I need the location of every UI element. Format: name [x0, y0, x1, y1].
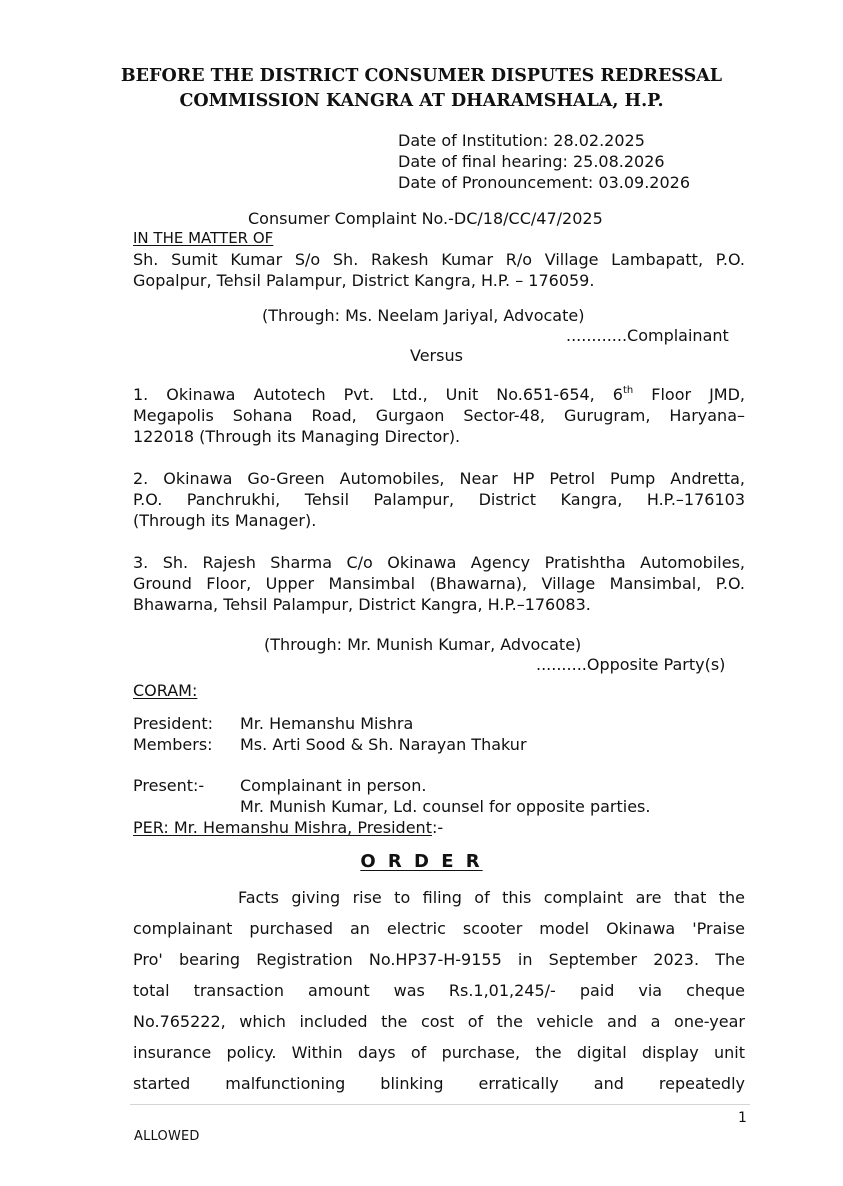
president-label: President:: [133, 714, 214, 733]
footer-status: ALLOWED: [134, 1129, 200, 1144]
op2-line-1: 2. Okinawa Go-Green Automobiles, Near HP Petrol Pump Andretta,: [133, 469, 745, 488]
op2-line-2: P.O. Panchrukhi, Tehsil Palampur, District Kangra, H.P.–176103: [133, 490, 745, 509]
per-author: PER: Mr. Hemanshu Mishra, President: [133, 818, 432, 837]
present-line-2: Mr. Munish Kumar, Ld. counsel for opposite parties.: [240, 797, 651, 816]
body-line-6: insurance policy. Within days of purchase, the digital display unit: [133, 1043, 745, 1062]
body-line-1: Facts giving rise to filing of this complaint are that the: [238, 888, 745, 907]
per-line: [133, 818, 443, 837]
members-names: Ms. Arti Sood & Sh. Narayan Thakur: [240, 735, 527, 754]
body-line-2: complainant purchased an electric scooter model Okinawa 'Praise: [133, 919, 745, 938]
footer-divider: [130, 1104, 750, 1105]
op1-line-1-rest: Floor JMD,: [633, 385, 746, 404]
present-label: Present:-: [133, 776, 205, 795]
body-line-4: total transaction amount was Rs.1,01,245/- paid via cheque: [133, 981, 745, 1000]
court-title-line-2: COMMISSION KANGRA AT DHARAMSHALA, H.P.: [179, 91, 664, 111]
opposite-party-role: ..........Opposite Party(s): [536, 655, 726, 674]
complainant-line-1: Sh. Sumit Kumar S/o Sh. Rakesh Kumar R/o Village Lambapatt, P.O.: [133, 250, 745, 269]
date-of-pronouncement: Date of Pronouncement: 03.09.2026: [398, 173, 690, 192]
complainant-counsel: (Through: Ms. Neelam Jariyal, Advocate): [262, 306, 585, 325]
per-suffix: :-: [431, 818, 444, 837]
op1-line-1-superscript: th: [622, 385, 634, 396]
op1-line-1: [133, 385, 745, 404]
date-of-institution: Date of Institution: 28.02.2025: [398, 131, 645, 150]
op1-line-3: 122018 (Through its Managing Director).: [133, 427, 461, 446]
order-title: O R D E R: [360, 851, 483, 872]
op2-line-3: (Through its Manager).: [133, 511, 317, 530]
page-number: 1: [738, 1110, 747, 1126]
complainant-line-2: Gopalpur, Tehsil Palampur, District Kangra, H.P. – 176059.: [133, 271, 595, 290]
complaint-number: Consumer Complaint No.-DC/18/CC/47/2025: [248, 209, 603, 228]
coram-heading: CORAM:: [133, 681, 198, 700]
complainant-role: ............Complainant: [566, 326, 729, 345]
op3-line-2: Ground Floor, Upper Mansimbal (Bhawarna), Village Mansimbal, P.O.: [133, 574, 745, 593]
body-line-3: Pro' bearing Registration No.HP37-H-9155 in September 2023. The: [133, 950, 745, 969]
matter-heading: IN THE MATTER OF: [133, 229, 274, 247]
op1-line-1-text: 1. Okinawa Autotech Pvt. Ltd., Unit No.651-654, 6: [133, 385, 623, 404]
op3-line-1: 3. Sh. Rajesh Sharma C/o Okinawa Agency Pratishtha Automobiles,: [133, 553, 745, 572]
op1-line-2: Megapolis Sohana Road, Gurgaon Sector-48, Gurugram, Haryana–: [133, 406, 745, 425]
court-title-line-1: BEFORE THE DISTRICT CONSUMER DISPUTES REDRESSAL: [120, 66, 723, 86]
body-line-5: No.765222, which included the cost of the vehicle and a one-year: [133, 1012, 745, 1031]
date-of-final-hearing: Date of final hearing: 25.08.2026: [398, 152, 665, 171]
opposite-party-counsel: (Through: Mr. Munish Kumar, Advocate): [264, 635, 582, 654]
president-name: Mr. Hemanshu Mishra: [240, 714, 414, 733]
body-line-7: started malfunctioning blinking erratically and repeatedly: [133, 1074, 745, 1093]
present-line-1: Complainant in person.: [240, 776, 427, 795]
versus-label: Versus: [410, 346, 463, 365]
members-label: Members:: [133, 735, 213, 754]
op3-line-3: Bhawarna, Tehsil Palampur, District Kangra, H.P.–176083.: [133, 595, 591, 614]
